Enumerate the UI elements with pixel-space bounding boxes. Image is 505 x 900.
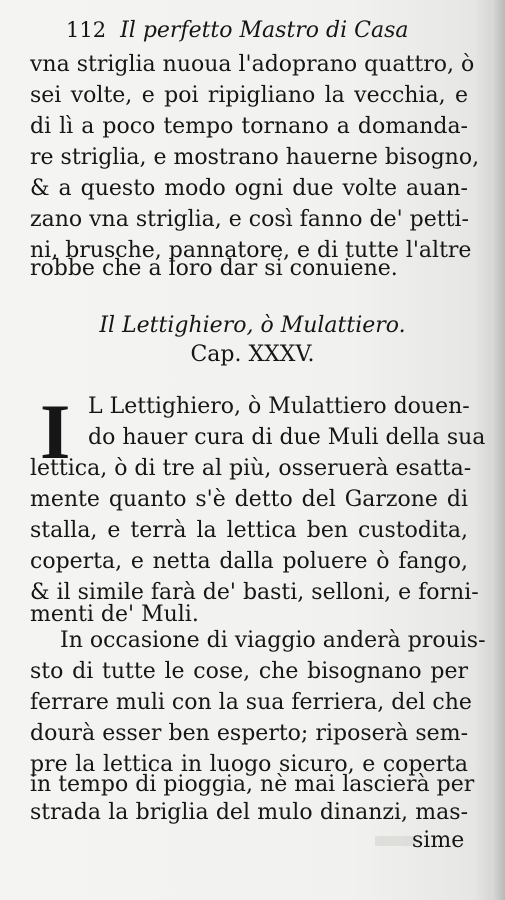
text-line: do hauer cura di due Muli della sua bbox=[88, 425, 486, 450]
text-line: mente quanto s'è detto del Garzone di bbox=[30, 487, 468, 512]
text-line: L Lettighiero, ò Mulattiero douen- bbox=[88, 394, 470, 419]
text-line: lettica, ò di tre al più, osseruerà esatta- bbox=[30, 456, 472, 481]
text-line: ferrare muli con la sua ferriera, del che bbox=[30, 690, 472, 715]
text-line: & il simile farà de' basti, selloni, e forni- bbox=[30, 580, 479, 605]
text-line: menti de' Muli. bbox=[30, 602, 199, 627]
catchword: sime bbox=[412, 828, 465, 853]
text-line: & a questo modo ogni due volte auan- bbox=[30, 176, 468, 201]
text-line: re striglia, e mostrano hauerne bisogno, bbox=[30, 145, 480, 170]
text-line: zano vna striglia, e così fanno de' petti- bbox=[30, 207, 469, 232]
text-line: ni, brusche, pannatore, e di tutte l'altre bbox=[30, 238, 472, 263]
page-header bbox=[66, 18, 446, 43]
text-line: robbe che a loro dar si conuiene. bbox=[30, 256, 398, 281]
section-title: Il Lettighiero, ò Mulattiero. bbox=[99, 313, 406, 338]
text-line: stalla, e terrà la lettica ben custodita, bbox=[30, 518, 468, 543]
text-line: in tempo di pioggia, nè mai lascierà per bbox=[30, 772, 475, 797]
page-number: 112 bbox=[66, 18, 107, 42]
chapter-number: Cap. XXXV. bbox=[190, 342, 315, 367]
show-through-smudge bbox=[375, 836, 415, 846]
running-title: Il perfetto Mastro di Casa bbox=[120, 18, 409, 43]
text-line: vna striglia nuoua l'adoprano quattro, ò bbox=[30, 52, 475, 77]
text-line: di lì a poco tempo tornano a domanda- bbox=[30, 114, 468, 139]
text-line: strada la briglia del mulo dinanzi, mas- bbox=[30, 800, 468, 825]
text-line: sto di tutte le cose, che bisognano per bbox=[30, 659, 468, 684]
text-line: coperta, e netta dalla poluere ò fango, bbox=[30, 549, 468, 574]
text-line: In occasione di viaggio anderà prouis- bbox=[60, 628, 486, 653]
text-line: pre la lettica in luogo sicuro, e coperta bbox=[30, 752, 468, 777]
page-gutter-shadow bbox=[491, 0, 505, 900]
text-line: sei volte, e poi ripigliano la vecchia, e bbox=[30, 83, 468, 108]
drop-capital: I bbox=[40, 388, 71, 475]
text-line: dourà esser ben esperto; riposerà sem- bbox=[30, 721, 468, 746]
